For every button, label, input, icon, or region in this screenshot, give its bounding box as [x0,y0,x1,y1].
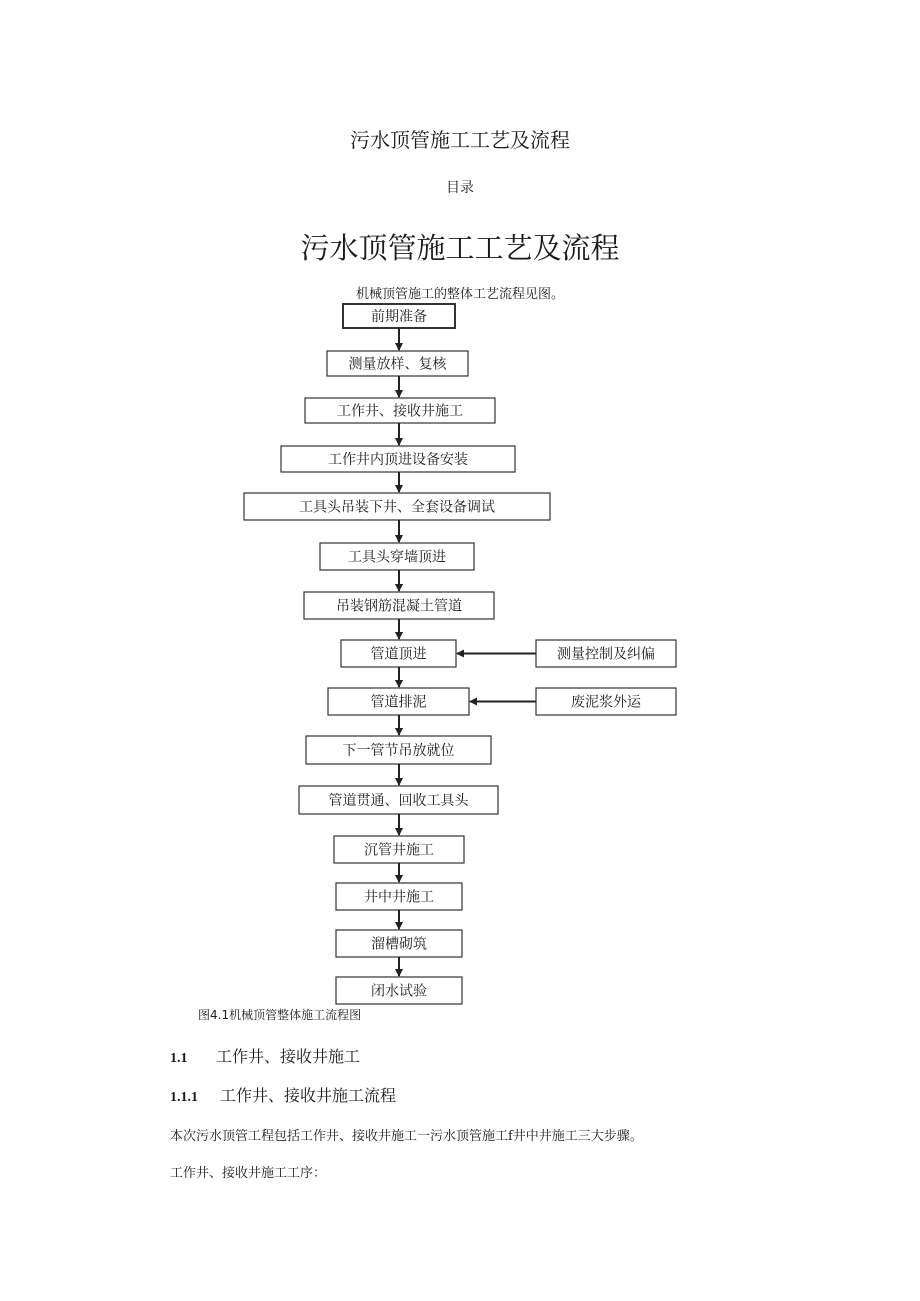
section-heading-1-1-1 [170,1083,396,1106]
flow-step-8 [341,640,456,667]
flow-step-6 [320,543,474,570]
flow-box-label: 管道顶进 [370,646,427,663]
flow-box-label: 工具头穿墙顶进 [348,549,446,566]
main-title: 污水顶管施工工艺及流程 [300,231,620,265]
process-flowchart [0,298,920,1010]
flow-box-label: 工具头吊装下井、全套设备调试 [299,499,495,516]
flow-box-label: 溜槽砌筑 [371,936,427,953]
section-title: 工作井、接收井施工 [216,1047,361,1066]
flow-step-4 [281,446,515,472]
flow-box-label: 废泥浆外运 [571,694,641,711]
flow-box-label: 管道贯通、回收工具头 [328,793,469,809]
flow-box-label: 工作井内顶进设备安装 [328,452,468,468]
flow-box-label: 测量控制及纠偏 [557,646,655,663]
flow-box-label: 工作井、接收井施工 [337,403,463,420]
body-paragraph: 本次污水顶管工程包括工作井、接收井施工一污水顶管施工f井中井施工三大步骤。 [170,1129,643,1144]
document-title: 污水顶管施工工艺及流程 [350,128,570,152]
section-number: 1.1 [170,1051,188,1066]
flow-step-3 [305,398,495,423]
flow-step-11 [299,786,498,814]
flow-step-12 [334,836,464,863]
flow-box-label: 管道排泥 [370,694,427,711]
flow-box-label: 测量放样、复核 [348,356,447,373]
flow-side-input-2 [536,688,676,715]
flow-step-2 [327,351,468,376]
body-paragraph: 工作井、接收井施工工序： [170,1166,327,1181]
section-title: 工作井、接收井施工流程 [220,1086,397,1105]
flow-box-label: 闭水试验 [371,983,427,1000]
flow-box-label: 沉管井施工 [364,842,434,859]
flow-box-label: 下一管节吊放就位 [342,743,455,759]
intro-text: 机械顶管施工的整体工艺流程见图。 [355,287,564,302]
flow-box-label: 吊装钢筋混凝土管道 [336,598,462,615]
flow-box-label: 前期准备 [371,309,427,325]
flow-step-14 [336,930,462,957]
flow-box-label: 井中井施工 [364,889,434,906]
section-heading-1-1 [170,1044,360,1067]
flow-step-5 [244,493,550,520]
section-number: 1.1.1 [170,1090,198,1105]
figure-caption: 图4.1机械顶管整体施工流程图 [198,1008,362,1022]
toc-label: 目录 [446,180,474,196]
flow-step-13 [336,883,462,910]
flow-step-1 [343,304,455,328]
flow-step-15 [336,977,462,1004]
flow-step-10 [306,736,491,764]
flow-side-input-1 [536,640,676,667]
flow-step-7 [304,592,494,619]
flow-step-9 [328,688,469,715]
